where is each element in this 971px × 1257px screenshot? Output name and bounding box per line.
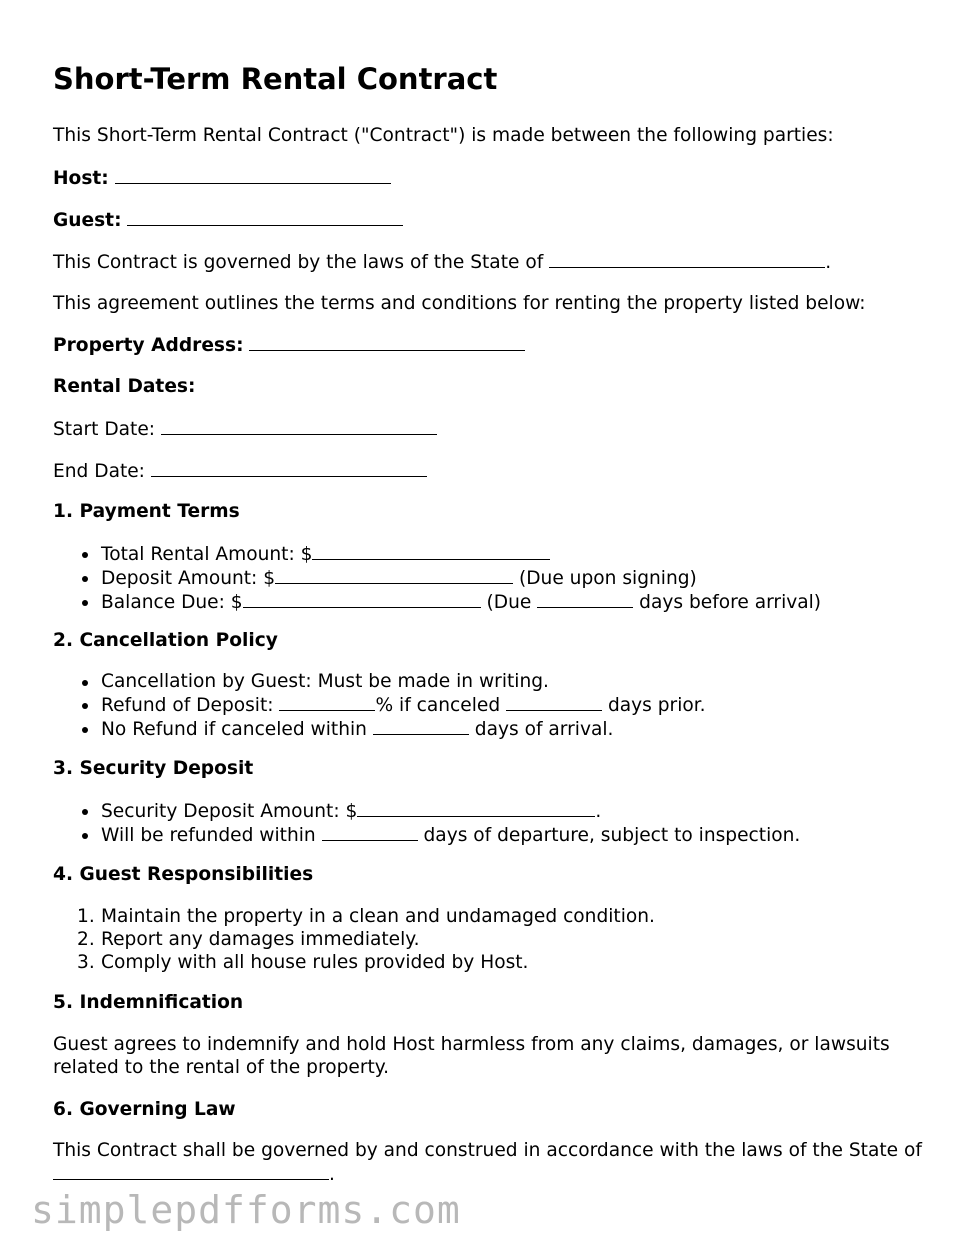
guest-blank[interactable] [127,208,403,226]
list-item [53,542,821,566]
list-item [53,566,821,590]
balance-label: Balance Due: $ [101,592,243,613]
deposit-blank[interactable] [275,566,513,584]
responsibilities-list [53,905,655,974]
balance-days-blank[interactable] [537,590,633,608]
state-blank[interactable] [549,250,825,268]
total-label: Total Rental Amount: $ [101,544,313,565]
deposit-label: Deposit Amount: $ [101,568,276,589]
guest-label: Guest: [53,210,122,231]
governing-state-blank[interactable] [53,1162,329,1180]
governing-law-body: This Contract shall be governed by and construed in accordance with the laws of the State of [53,1140,922,1161]
refund-within-blank[interactable] [322,823,418,841]
item-number: 1. [77,906,95,927]
start-date-field [53,417,437,441]
security-amount-blank[interactable] [357,799,595,817]
indemnification-heading: 5. Indemnification [53,992,244,1013]
list-item: Cancellation by Guest: Must be made in writing. [53,670,706,693]
host-field [53,166,391,190]
governed-period: . [825,252,832,273]
list-item [53,951,655,974]
refund-mid: % if canceled [375,695,507,716]
start-date-blank[interactable] [161,417,437,435]
list-item [53,590,821,614]
total-blank[interactable] [312,542,550,560]
list-item [53,928,655,951]
item-text: Maintain the property in a clean and undamaged condition. [101,906,655,927]
governing-law-period: . [329,1164,335,1185]
refund-label: Refund of Deposit: [101,695,280,716]
start-label: Start Date: [53,419,156,440]
no-refund-days-blank[interactable] [373,717,469,735]
security-amount-label: Security Deposit Amount: $ [101,801,358,822]
cancellation-heading: 2. Cancellation Policy [53,630,278,651]
no-refund-post: days of arrival. [468,719,614,740]
list-item [53,799,800,823]
governing-law-text [53,1139,933,1186]
balance-blank[interactable] [243,590,481,608]
deposit-note: (Due upon signing) [513,568,697,589]
end-label: End Date: [53,461,145,482]
cancellation-list [53,670,706,741]
refund-within-label: Will be refunded within [101,825,322,846]
item-text: Report any damages immediately. [101,929,420,950]
list-item [53,693,706,717]
governed-line [53,250,831,274]
refund-days-blank[interactable] [506,693,602,711]
governing-law-heading: 6. Governing Law [53,1099,236,1120]
list-item [53,905,655,928]
rental-dates-label: Rental Dates: [53,376,196,397]
end-date-field [53,459,427,483]
security-period: . [595,801,602,822]
governed-text: This Contract is governed by the laws of the State of [53,252,544,273]
indemnification-text: Guest agrees to indemnify and hold Host harmless from any claims, damages, or lawsuits related to the rental of the property. [53,1034,890,1078]
property-field [53,333,525,357]
item-number: 2. [77,929,95,950]
item-text: Comply with all house rules provided by Host. [101,952,529,973]
balance-post: days before arrival) [633,592,822,613]
refund-post: days prior. [602,695,706,716]
responsibilities-heading: 4. Guest Responsibilities [53,864,314,885]
intro-text: This Short-Term Rental Contract ("Contract") is made between the following parties: [53,125,834,146]
document-title: Short-Term Rental Contract [53,62,498,96]
payment-list [53,542,821,614]
payment-heading: 1. Payment Terms [53,501,240,522]
refund-within-post: days of departure, subject to inspection. [417,825,801,846]
end-date-blank[interactable] [151,459,427,477]
balance-mid: (Due [480,592,538,613]
item-number: 3. [77,952,95,973]
host-label: Host: [53,168,109,189]
agreement-text: This agreement outlines the terms and conditions for renting the property listed below: [53,293,866,314]
security-heading: 3. Security Deposit [53,758,254,779]
no-refund-label: No Refund if canceled within [101,719,373,740]
security-list [53,799,800,847]
watermark-text: simplepdfforms.com [31,1188,461,1232]
guest-field [53,208,403,232]
property-label: Property Address: [53,335,244,356]
host-blank[interactable] [115,166,391,184]
property-blank[interactable] [249,333,525,351]
refund-percent-blank[interactable] [279,693,375,711]
list-item [53,823,800,847]
list-item [53,717,706,741]
